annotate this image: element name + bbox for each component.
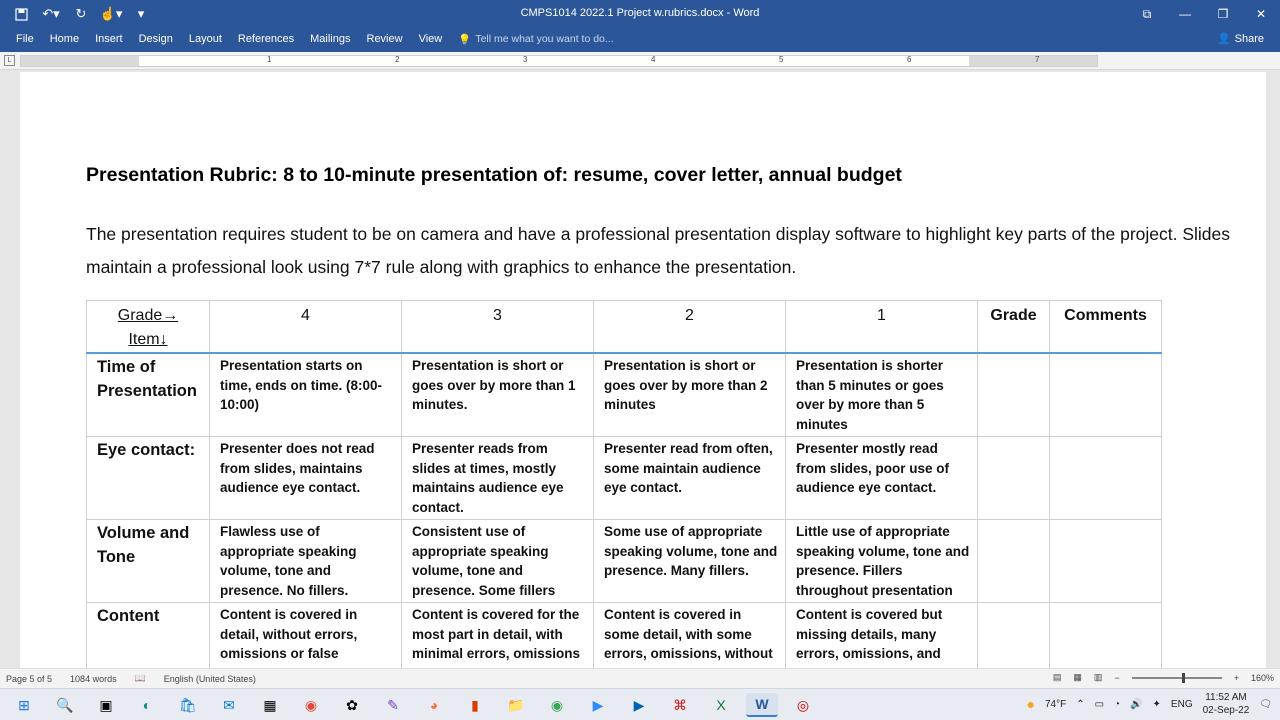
taskbar-apps — [8, 693, 819, 717]
tab-mailings[interactable]: Mailings — [310, 33, 351, 45]
table-cell: Content is covered in some detail, with some errors, omissions, without — [594, 603, 786, 706]
print-layout-icon[interactable]: ▦ — [1073, 672, 1082, 682]
battery-icon[interactable]: ▭ — [1094, 698, 1105, 710]
input-language[interactable]: ENG — [1170, 698, 1193, 710]
share-label: Share — [1234, 32, 1264, 45]
show-hidden-icons-icon[interactable]: ⌃ — [1076, 698, 1085, 710]
person-icon: 👤 — [1216, 33, 1231, 45]
table-cell: Presenter read from often, some maintain audience eye contact. — [594, 437, 786, 520]
tab-design[interactable]: Design — [138, 33, 173, 45]
comments-cell[interactable] — [1050, 353, 1162, 437]
windows-start-icon[interactable]: ⊞ — [18, 696, 30, 713]
grade-arrow-label: Grade→ — [117, 307, 179, 324]
system-tray — [1026, 691, 1272, 717]
edge-icon[interactable]: ◐ — [142, 697, 152, 713]
table-cell: Presenter does not read from slides, maintains audience eye contact. — [210, 437, 402, 520]
clock-time: 11:52 AM — [1205, 692, 1247, 703]
mail-icon[interactable]: ✉ — [223, 696, 235, 713]
redo-icon[interactable]: ↻ — [75, 6, 87, 21]
row-item-label: Volume and Tone — [87, 520, 210, 603]
window-title: CMPS1014 2022.1 Project w.rubrics.docx - Word — [520, 7, 760, 19]
table-cell: Presenter reads from slides at times, mostly maintains audience eye contact. — [402, 437, 594, 520]
table-cell: Presentation is short or goes over by more than 1 minutes. — [402, 353, 594, 437]
maximize-button[interactable]: ❐ — [1217, 7, 1229, 21]
chrome-icon[interactable]: ◉ — [304, 696, 318, 713]
document-area — [0, 70, 1280, 661]
ribbon-display-options-icon[interactable]: ⧉ — [1142, 6, 1152, 21]
table-cell: Presentation is shorter than 5 minutes or goes over by more than 5 minutes — [786, 353, 978, 437]
grade-cell[interactable] — [978, 520, 1050, 603]
ruler-number: 5 — [779, 55, 784, 64]
media-app-icon[interactable]: ▶ — [633, 696, 645, 713]
comments-header: Comments — [1050, 301, 1162, 354]
document-page[interactable] — [20, 72, 1266, 672]
tab-review[interactable]: Review — [366, 33, 403, 45]
grade-header: Grade — [978, 301, 1050, 354]
comments-cell[interactable] — [1050, 437, 1162, 520]
ruler-bar — [0, 52, 1280, 70]
clock-date: 02-Sep-22 — [1202, 705, 1250, 716]
tab-layout[interactable]: Layout — [188, 33, 222, 45]
grade-cell[interactable] — [978, 437, 1050, 520]
network-icon[interactable]: ◔ — [1114, 698, 1121, 710]
table-cell: Consistent use of appropriate speaking volume, tone and presence. Some fillers — [402, 520, 594, 603]
zoom-out-icon[interactable]: − — [1114, 672, 1120, 683]
ribbon-tabs — [8, 30, 614, 48]
chrome-profile-icon[interactable]: ◉ — [550, 696, 564, 713]
comments-cell[interactable] — [1050, 520, 1162, 603]
close-button[interactable]: ✕ — [1255, 7, 1267, 21]
grade-cell[interactable] — [978, 353, 1050, 437]
calculator-icon[interactable]: ▦ — [263, 696, 277, 713]
task-view-icon[interactable]: ▣ — [99, 696, 113, 713]
table-cell: Presentation starts on time, ends on time. (8:00-10:00) — [210, 353, 402, 437]
search-icon[interactable]: 🔍 — [56, 696, 74, 713]
file-explorer-icon[interactable]: 📁 — [507, 696, 525, 713]
tab-references[interactable]: References — [237, 33, 295, 45]
share-button[interactable] — [1217, 32, 1264, 45]
table-row — [87, 437, 1162, 520]
table-cell: Some use of appropriate speaking volume, tone and presence. Many fillers. — [594, 520, 786, 603]
zoom-slider-knob[interactable] — [1182, 673, 1185, 683]
dropbox-icon[interactable]: ✦ — [1152, 698, 1161, 710]
weather-icon[interactable]: ● — [1026, 696, 1035, 712]
lightbulb-icon: 💡 — [458, 33, 472, 46]
score-1-header: 1 — [786, 301, 978, 354]
firefox-icon[interactable]: ◕ — [429, 697, 439, 713]
title-bar — [0, 0, 1280, 28]
grade-item-header — [87, 301, 210, 354]
language-indicator[interactable]: English (United States) — [163, 673, 256, 684]
table-cell: Content is covered for the most part in detail, with minimal errors, omissions — [402, 603, 594, 706]
ruler-number: 2 — [395, 55, 400, 64]
right-margin-area — [969, 56, 1097, 66]
clock[interactable] — [1203, 691, 1250, 717]
rubric-table — [86, 300, 1162, 706]
table-header-row — [87, 301, 1162, 354]
ruler-number: 3 — [523, 55, 528, 64]
ruler-number: 1 — [267, 55, 272, 64]
table-cell: Presenter mostly read from slides, poor use of audience eye contact. — [786, 437, 978, 520]
store-icon[interactable]: 🛍 — [179, 696, 197, 713]
window-controls — [1128, 0, 1280, 28]
taskbar — [0, 688, 1280, 720]
acrobat-icon[interactable]: ⌘ — [673, 696, 687, 713]
zoom-level[interactable]: 160% — [1250, 672, 1274, 683]
rubric-heading: Presentation Rubric: 8 to 10-minute presentation of: resume, cover letter, annual budget — [86, 164, 902, 186]
table-cell: Little use of appropriate speaking volume, tone and presence. Fillers throughout presentation — [786, 520, 978, 603]
tab-home[interactable]: Home — [49, 33, 80, 45]
status-right — [1053, 672, 1274, 683]
table-cell: Content is covered but missing details, many errors, omissions, and — [786, 603, 978, 706]
web-layout-icon[interactable]: ▥ — [1093, 672, 1103, 682]
score-2-header: 2 — [594, 301, 786, 354]
table-row — [87, 520, 1162, 603]
minimize-button[interactable]: — — [1179, 7, 1191, 21]
undo-icon[interactable]: ↶▾ — [42, 6, 60, 21]
ribbon — [0, 28, 1280, 52]
excel-icon[interactable]: X — [716, 697, 726, 713]
item-arrow-label: Item↓ — [128, 331, 168, 348]
zoom-slider[interactable] — [1132, 677, 1222, 679]
ruler-number: 4 — [651, 55, 656, 64]
tell-me-box[interactable] — [458, 33, 613, 46]
table-cell: Flawless use of appropriate speaking volume, tone and presence. No fillers. — [210, 520, 402, 603]
tab-insert[interactable]: Insert — [95, 33, 123, 45]
read-mode-icon[interactable]: ▤ — [1052, 672, 1062, 682]
volume-icon[interactable]: 🔊 — [1130, 698, 1143, 710]
page-count[interactable]: Page 5 of 5 — [6, 673, 53, 684]
score-4-header: 4 — [210, 301, 402, 354]
horizontal-ruler[interactable] — [20, 55, 1098, 67]
status-bar — [0, 668, 1280, 688]
status-left — [6, 673, 256, 684]
rubric-description: The presentation requires student to be on camera and have a professional presentation display software to highlight key parts of the project. Slides maintain a professional look using 7*7 rule along with graphics to enhance the presentation. — [86, 224, 1231, 277]
tab-file[interactable]: File — [16, 33, 34, 45]
ruler-number: 6 — [907, 55, 912, 64]
customize-toolbar-icon[interactable]: ▾ — [137, 6, 145, 21]
word-count[interactable]: 1084 words — [70, 673, 117, 684]
touch-mode-icon[interactable]: ☝▾ — [99, 6, 123, 21]
app-icon[interactable]: ✿ — [346, 696, 358, 713]
row-item-label: Content — [87, 603, 210, 706]
pen-app-icon[interactable]: ✎ — [387, 696, 399, 713]
office-icon[interactable]: ▮ — [471, 696, 479, 713]
tell-me-placeholder: Tell me what you want to do... — [475, 33, 614, 45]
row-item-label: Eye contact: — [87, 437, 210, 520]
table-row — [87, 353, 1162, 437]
row-item-label: Time of Presentation — [87, 353, 210, 437]
ruler-number: 7 — [1035, 55, 1040, 64]
screen-recorder-icon[interactable]: ◎ — [796, 696, 810, 713]
tab-view[interactable]: View — [418, 33, 443, 45]
table-cell: Presentation is short or goes over by more than 2 minutes — [594, 353, 786, 437]
zoom-in-icon[interactable]: + — [1233, 672, 1239, 683]
zoom-app-icon[interactable]: ▶ — [592, 696, 604, 713]
weather-temp[interactable]: 74°F — [1044, 698, 1067, 710]
tab-selector[interactable]: L — [4, 55, 15, 66]
table-cell: Content is covered in detail, without errors, omissions or false — [210, 603, 402, 706]
notifications-icon[interactable]: 🗨 — [1259, 698, 1272, 710]
word-icon[interactable]: W — [746, 693, 778, 717]
left-margin-area — [21, 56, 139, 66]
proofing-icon[interactable]: 📖 — [134, 673, 146, 683]
score-3-header: 3 — [402, 301, 594, 354]
